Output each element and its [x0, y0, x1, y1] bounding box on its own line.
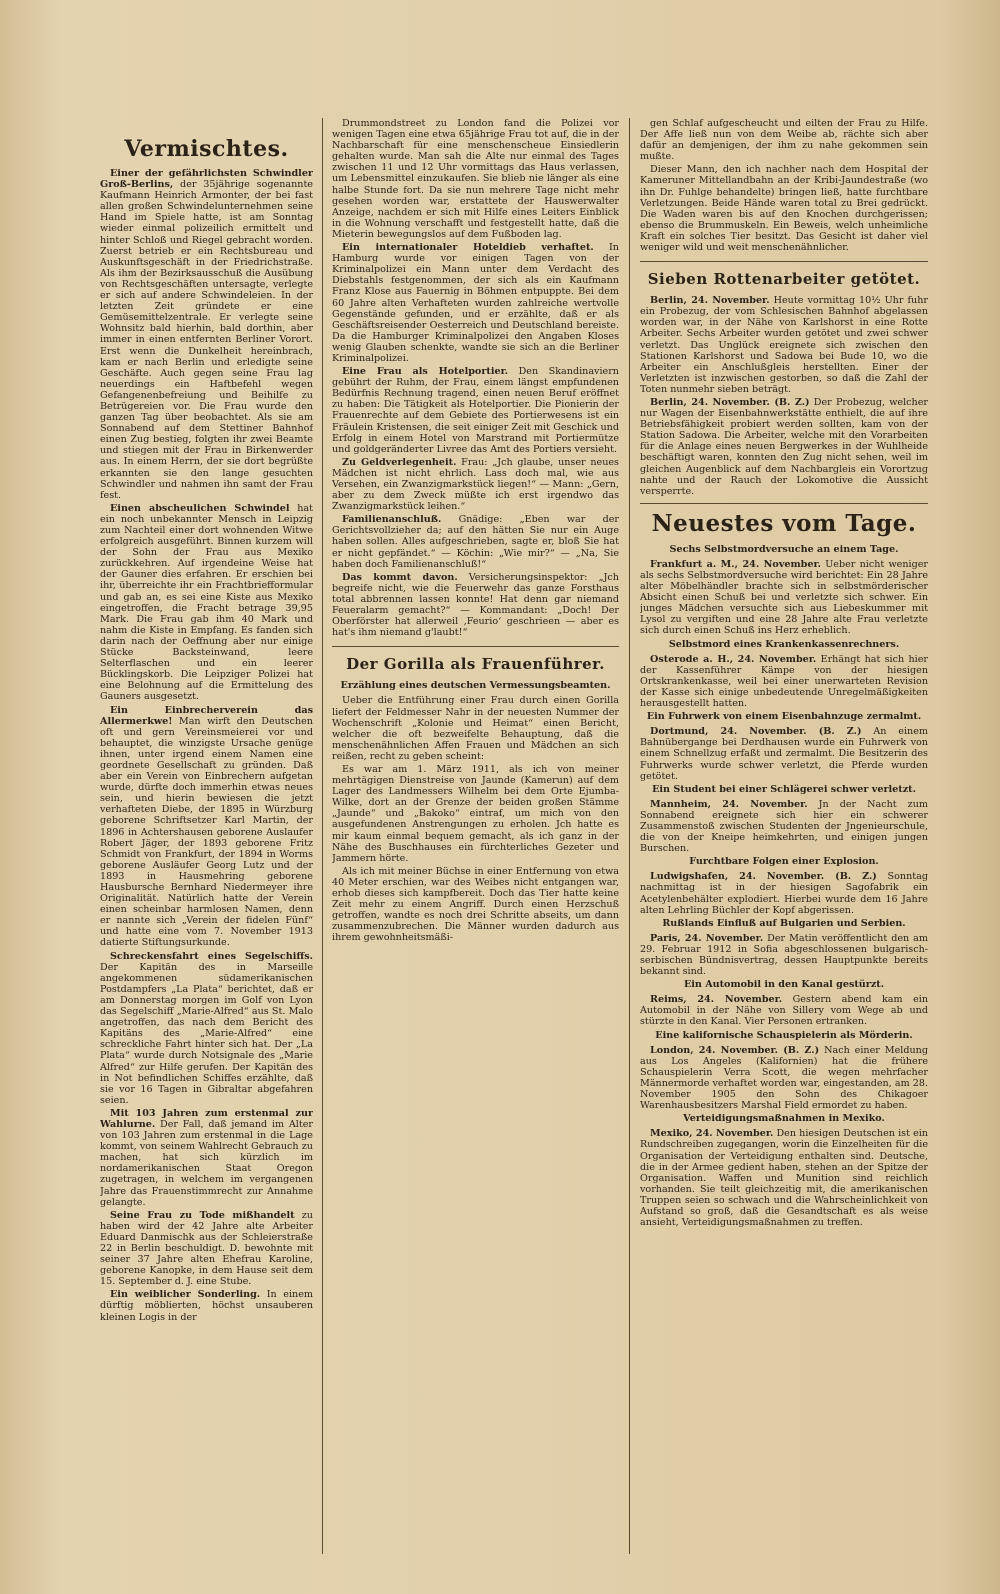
- subheadline: Eine kalifornische Schauspielerin als Mörderin.: [655, 1029, 913, 1041]
- article-paragraph: [100, 1108, 313, 1208]
- column-2: [332, 118, 619, 1564]
- article-paragraph: [332, 764, 619, 864]
- article-paragraph: [332, 118, 619, 240]
- article-body: Sonntag nachmittag ist in der hiesigen Sagofabrik ein Acetylenbehälter explodiert. Hierbei wurde dem 16 Jahre alten Lehrling Büchler der Kopf abgerissen.: [640, 871, 928, 916]
- article-paragraph: [332, 242, 619, 364]
- column-rule: [322, 118, 323, 1554]
- article-lead: Ein Einbrecherverein das Allermerkwe!: [100, 704, 313, 727]
- column-1: [100, 118, 313, 1564]
- subheadline: Rußlands Einfluß auf Bulgarien und Serbien.: [662, 917, 906, 929]
- headline-neuestes: Neuestes vom Tage.: [640, 503, 928, 538]
- article-lead: Ein weiblicher Sonderling.: [110, 1289, 261, 1301]
- article-paragraph: [640, 1128, 928, 1228]
- subheadline: Ein Automobil in den Kanal gestürzt.: [683, 979, 885, 991]
- subheadline: Ein Student bei einer Schlägerei schwer verletzt.: [652, 783, 916, 795]
- article-lead: Dortmund, 24. November. (B. Z.): [650, 726, 862, 738]
- article-paragraph: [640, 295, 928, 395]
- subheadline: Furchtbare Folgen einer Explosion.: [689, 856, 879, 868]
- article-paragraph: [100, 951, 313, 1106]
- article-paragraph: [640, 118, 928, 162]
- article-paragraph: [640, 933, 928, 977]
- article-body: Gestern abend kam ein Automobil in der Nähe von Sillery vom Wege ab und stürzte in den Kanal. Vier Personen ertranken.: [640, 994, 928, 1028]
- article-paragraph: [100, 503, 313, 703]
- article-lead: Berlin, 24. November.: [650, 295, 770, 307]
- column-rule: [629, 118, 630, 1554]
- article-paragraph: [640, 1045, 928, 1112]
- subheadline: Ein Fuhrwerk von einem Eisenbahnzuge zermalmt.: [646, 711, 922, 723]
- article-body: Es war am 1. März 1911, als ich von meiner mehrtägigen Dienstreise von Jaunde (Kamerun) auf dem Lager des Landmessers Wilhelm bei dem Orte Ejumba-Wilke, dort an der Grenze der beiden großen Stämme „Jaunde“ und „Bakoko“ eintraf, um mich von den ausgefundenen Anstrengungen zu erholen. Jch hatte es mir kaum einmal bequem gemacht, als ich ganz in der Nähe des Buschhauses ein fürchterliches Gezeter und Jammern hörte.: [332, 763, 619, 864]
- article-body: Als ich mit meiner Büchse in einer Entfernung von etwa 40 Meter erschien, war des Weibes nicht entgangen war, erhob dieses sich kampfbereit. Doch das Tier hatte keine Zeit mehr zu einem Angriff. Durch einen Herzschuß getroffen, wandte es noch drei Schritte abseits, um dann zusammenzubrechen. Die Männer wurden dadurch aus ihrem gewohnheitsmäßi-: [332, 865, 619, 944]
- article-body: der 35jährige sogenannte Kaufmann Heinrich Armonter, der bei fast allen großen Schwindelunternehmen seine Hand im Spiele hatte, ist am Sonntag wieder einmal polizeilich ermittelt und hinter Schloß und Riegel gebracht worden. Zuerst betrieb er ein Rechtsbureau und Auskunftsgeschäft in der Friedrichstraße. Als ihm der Bezirksausschuß die Ausübung von Rechtsgeschäften untersagte, verlegte er sich auf andere Schwindeleien. In der letzten Zeit gründete er eine Gemüsemittelzentrale. Er verlegte seine Wohnsitz bald hierhin, bald dorthin, aber immer in einen entfernten Berliner Vorort. Erst wenn die Dunkelheit hereinbrach, kam er nach Berlin und erledigte seine Geschäfte. Auch gegen seine Frau lag neuerdings ein Haftbefehl wegen Gefangenenbefreiung und Beihilfe zu Betrügereien vor. Die Frau wurde den ganzen Tag über beobachtet. Als sie am Sonnabend auf dem Stettiner Bahnhof einen Zug bestieg, folgten ihr zwei Beamte und stiegen mit der Frau in Birkenwerder aus. In einem Herrn, der sie dort begrüßte erkannten sie den lange gesuchten Schwindler und nahmen ihn samt der Frau fest.: [100, 179, 313, 501]
- article-paragraph: [100, 168, 313, 501]
- article-paragraph: [332, 866, 619, 944]
- article-body: Dieser Mann, den ich nachher nach dem Hospital der Kameruner Mittellandbahn an der Kribi-Jaundestraße (wo ihn Dr. Fuhlge behandelte) bringen ließ, hatte furchtbare Verletzungen. Beide Hände waren total zu Brei gedrückt. Die Waden waren bis auf den Knochen durchgerissen; ebenso die Brummuskeln. Ein Beweis, welch unheimliche Kraft ein solches Tier besitzt. Das Gesicht ist daher viel weniger wild und weit menschenähnlicher.: [640, 164, 928, 254]
- article-paragraph: [100, 1210, 313, 1288]
- article-paragraph: [640, 164, 928, 253]
- article-body: gen Schlaf aufgescheucht und eilten der Frau zu Hilfe. Der Affe ließ nun von dem Weibe ab, rächte sich aber dafür an demjenigen, der ihm zu nahe gekommen sein mußte.: [640, 118, 928, 163]
- article-body: Man wirft den Deutschen oft und gern Vereinsmeierei vor und behauptet, die winzigste Ursache genüge ihnen, unter irgend einem Namen eine geordnete Gesellschaft zu gründen. Daß aber ein Verein von Einbrechern aufgetan wurde, dürfte doch immerhin etwas neues sein, und hierin bewiesen die jetzt verhafteten Diebe, der 1895 in Würzburg geborene Schriftsetzer Karl Martin, der 1896 in Achtershausen geborene Auslaufer Robert Jäger, der 1893 geborene Fritz Schmidt von Frankfurt, der 1894 in Worms geborene Ausläufer Georg Lutz und der 1893 in Hausmehring geborene Hausbursche Bernhard Niedermeyer ihre Originalität. Natürlich hatte der Verein einen scheinbar harmlosen Namen, denn er nannte sich „Verein der fidelen Fünf“ und hatte eine vom 7. November 1913 datierte Stiftungsurkunde.: [100, 715, 313, 949]
- article-body: Gnädige: „Eben war der Gerichtsvollzieher da; auf den hätten Sie nur ein Auge haben sollen. Alles aufgeschrieben, sagte er, bloß Sie hat er nicht gepfändet.“ — Köchin: „Wie mir?“ — „Na, Sie haben doch Familienanschluß!“: [332, 514, 619, 570]
- article-body: Der Kapitän des in Marseille angekommenen südamerikanischen Postdampfers „La Plata“ berichtet, daß er am Donnerstag morgen im Golf von Lyon das Segelschiff „Marie-Alfred“ aus St. Malo angetroffen, das nach dem Bericht des Kapitäns des „Marie-Alfred“ eine schreckliche Fahrt hinter sich hat. Der „La Plata“ wurde durch Notsignale des „Marie Alfred“ zur Hilfe gerufen. Der Kapitän des in Not befindlichen Schiffes erzählte, daß sie vor 16 Tagen in Gibraltar abgefahren seien.: [100, 961, 313, 1106]
- subheadline: Selbstmord eines Krankenkassenrechners.: [668, 638, 900, 650]
- article-body: Ueber die Entführung einer Frau durch einen Gorilla liefert der Feldmesser Nahr in der neuesten Nummer der Wochenschrift „Kolonie und Heimat“ einen Bericht, welcher die oft bezweifelte Behauptung, daß die menschenähnlichen Affen Frauen und Mädchen an sich reißen, recht zu geben scheint:: [332, 695, 619, 762]
- article-lead: Ludwigshafen, 24. November. (B. Z.): [650, 871, 877, 883]
- article-paragraph: [640, 994, 928, 1027]
- article-paragraph: [100, 1289, 313, 1322]
- article-lead: Das kommt davon.: [342, 571, 458, 583]
- article-paragraph: [640, 559, 928, 637]
- article-body: Heute vormittag 10½ Uhr fuhr ein Probezug, der vom Schlesischen Bahnhof abgelassen worden war, in der Nähe von Karlshorst in eine Rotte Arbeiter. Sechs Arbeiter wurden getötet und zwei schwer verletzt. Das Unglück ereignete sich zwischen den Stationen Karlshorst und Sadowa bei Bude 10, wo die Arbeiter ein Anschlußgleis herstellten. Einer der Verletzten ist inzwischen gestorben, so daß die Zahl der Toten nunmehr sieben beträgt.: [640, 295, 928, 395]
- article-lead: Mannheim, 24. November.: [650, 798, 808, 810]
- article-body: Drummondstreet zu London fand die Polizei vor wenigen Tagen eine etwa 65jährige Frau tot auf, die in der Nachbarschaft für eine menschenscheue Einsiedlerin gehalten wurde. Man sah die Alte nur einmal des Tages zwischen 11 und 12 Uhr vormittags das Haus verlassen, um Lebensmittel einzukaufen. Sie blieb nie länger als eine halbe Stunde fort. Da sie nun mehrere Tage nicht mehr gesehen worden war, erstattete der Hauswerwalter Anzeige, nachdem er sich mit Hilfe eines Leiters Einblick in die Wohnung verschafft und festgestellt hatte, daß die Mieterin bewegungslos auf dem Fußboden lag.: [332, 118, 619, 240]
- headline-rottenarbeiter: Sieben Rottenarbeiter getötet.: [640, 261, 928, 289]
- article-body: Erhängt hat sich hier der Kassenführer Kämpe von der hiesigen Ortskrankenkasse, weil bei einer unerwarteten Revision der Kasse sich einige unbedeutende Unregelmäßigkeiten herausgestellt hatten.: [640, 653, 928, 710]
- article-paragraph: [640, 726, 928, 781]
- article-lead: Berlin, 24. November. (B. Z.): [650, 396, 810, 408]
- article-body: Der Matin veröffentlicht den am 29. Februar 1912 in Sofia abgeschlossenen bulgarisch-serbischen Bündnisvertrag, dessen Hauptpunkte bereits bekannt sind.: [640, 932, 928, 978]
- subheadline-selbstmord: Sechs Selbstmordversuche an einem Tage.: [669, 543, 899, 555]
- article-body: zu haben wird der 42 Jahre alte Arbeiter Eduard Danmischk aus der Schleierstraße 22 in Berlin beschuldigt. D. bewohnte mit seiner 37 Jahre alten Ehefrau Karoline, geborene Kanopke, in dem Hause seit dem 15. September d. J. eine Stube.: [100, 1209, 313, 1288]
- headline-gorilla: Der Gorilla als Frauenführer.: [332, 646, 619, 674]
- article-lead: Zu Geldverlegenheit.: [342, 456, 457, 468]
- article-lead: London, 24. November. (B. Z.): [650, 1044, 820, 1056]
- article-body: Jn der Nacht zum Sonnabend ereignete sich hier ein schwerer Zusammenstoß zwischen Studenten der Jngenieurschule, die von der Kneipe heimkehrten, und einigen jungen Burschen.: [640, 798, 928, 855]
- article-lead: Frankfurt a. M., 24. November.: [650, 558, 821, 570]
- article-body: In einem dürftig möblierten, höchst unsauberen kleinen Logis in der: [100, 1289, 313, 1323]
- article-body: Frau: „Jch glaube, unser neues Mädchen ist nicht ehrlich. Lass doch mal, wie aus Versehen, ein Zwanzigmarkstück liegen!“ — Mann: „Gern, aber zu dem Zweck müßte ich erst irgendwo das Zwanzigmarkstück leihen.“: [332, 456, 619, 513]
- article-body: Den hiesigen Deutschen ist ein Rundschreiben zugegangen, worin die Einzelheiten für die Organisation der Verteidigung enthalten sind. Deutsche, die in der Armee gedient haben, stehen an der Spitze der Organisation. Waffen und Munition sind reichlich vorhanden. Sie teilt gleichzeitig mit, die amerikanischen Truppen seien so schwach und die Wahrscheinlichkeit von Aufstand so groß, daß die Gesandtschaft es als weise ansieht, Verteidigungsmaßnahmen zu treffen.: [640, 1128, 928, 1229]
- article-lead: Ein internationaler Hoteldieb verhaftet.: [342, 242, 594, 254]
- article-paragraph: [332, 366, 619, 455]
- article-paragraph: [640, 654, 928, 709]
- article-body: Den Skandinaviern gebührt der Ruhm, der Frau, einem längst empfundenen Bedürfnis Rechnung tragend, einen neuen Beruf eröffnet zu haben: Die Tätigkeit als Hotelportier. Die Pionierin der Frauenrechte auf dem Gebiete des Portierwesens ist ein Fräulein Kristensen, die seit einiger Zeit mit Geschick und Erfolg in einem Hotel von Marstrand mit Portiermütze und goldgeränderter Livree das Amt des Portiers versieht.: [332, 366, 619, 455]
- article-paragraph: [332, 695, 619, 762]
- article-lead: Einen abscheulichen Schwindel: [110, 502, 290, 514]
- article-paragraph: [640, 871, 928, 915]
- article-lead: Osterode a. H., 24. November.: [650, 653, 817, 665]
- article-paragraph: [332, 457, 619, 512]
- article-body: Der Fall, daß jemand im Alter von 103 Jahren zum erstenmal in die Lage kommt, von seinem Wahlrecht Gebrauch zu machen, hat sich kürzlich im nordamerikanischen Staat Oregon zugetragen, in welchem im vergangenen Jahre das Frauenstimmrecht zur Annahme gelangte.: [100, 1118, 313, 1208]
- article-lead: Seine Frau zu Tode mißhandelt: [110, 1209, 295, 1221]
- article-lead: Schreckensfahrt eines Segelschiffs.: [110, 950, 313, 962]
- article-paragraph: [100, 705, 313, 949]
- article-lead: Paris, 24. November.: [650, 932, 764, 944]
- article-body: hat ein noch unbekannter Mensch in Leipzig zum Nachteil einer dort wohnenden Witwe erfolgreich ausgeführt. Binnen kurzem will der Sohn der Frau aus Mexiko zurückkehren. Auf irgendeine Weise hat der Gauner dies erfahren. Er erschien bei ihr, überreichte ihr ein Frachtbriefformular und gab an, es sei eine Kiste aus Mexiko eingetroffen, die Fracht betrage 39,95 Mark. Die Frau gab ihm 40 Mark und nahm die Kiste in Empfang. Es fanden sich darin nach der Oeffnung aber nur einige Stücke Backsteinwand, leere Selterflaschen und ein leerer Bücklingskorb. Die Leipziger Polizei hat eine Belohnung auf die Ermittelung des Gauners ausgesetzt.: [100, 502, 313, 703]
- article-paragraph: [640, 397, 928, 497]
- article-paragraph: [332, 572, 619, 639]
- article-body: Ueber nicht weniger als sechs Selbstmordversuche wird berichtet: Ein 28 Jahre alter Möbelhändler brachte sich in selbstmörderischer Absicht einen Schuß bei und verletzte sich schwer. Ein junges Mädchen versuchte sich aus Liebeskummer mit Lysol zu vergiften und eine 28 Jahre alte Frau verletzte sich durch einen Schuß ins Herz erheblich.: [640, 558, 928, 637]
- article-lead: Einer der gefährlichsten Schwindler Groß-Berlins,: [100, 168, 313, 191]
- article-body: In Hamburg wurde vor einigen Tagen von der Kriminalpolizei ein Mann unter dem Verdacht des Diebstahls festgenommen, der sich als ein Kaufmann Franz Klose aus Fauernig in Böhmen entpuppte. Bei dem 60 Jahre alten Verhafteten wurden zahlreiche wertvolle Gegenstände gefunden, und er erzählte, daß er als Geschäftsreisender Oesterreich und Deutschland bereiste. Da die Hamburger Kriminalpolizei den Angaben Kloses wenig Glauben schenkte, wandte sie sich an die Berliner Kriminalpolizei.: [332, 242, 619, 364]
- subheadline-gorilla: Erzählung eines deutschen Vermessungsbeamten.: [340, 680, 611, 692]
- column-3: [640, 118, 928, 1564]
- section-title-vermischtes: Vermischtes.: [124, 136, 289, 162]
- article-lead: Mexiko, 24. November.: [650, 1128, 774, 1140]
- article-body: An einem Bahnübergange bei Derdhausen wurde ein Fuhrwerk von einem Schnellzug erfaßt und zermalmt. Die Besitzerin des Fuhrwerks wurde schwer verletzt, die Pferde wurden getötet.: [640, 726, 928, 782]
- article-lead: Familienanschluß.: [342, 514, 442, 526]
- article-lead: Mit 103 Jahren zum erstenmal zur Wahlurne.: [100, 1107, 313, 1130]
- article-paragraph: [640, 799, 928, 854]
- article-paragraph: [332, 514, 619, 569]
- article-body: Versicherungsinspektor: „Jch begreife nicht, wie die Feuerwehr das ganze Forsthaus total abbrennen lassen konnte! Hat denn gar niemand Feueralarm gemacht?“ — Kommandant: „Doch! Der Oberförster hat allerweil ‚Feurio‘ geschrieen — aber es hat's ihm niemand g'laubt!“: [332, 571, 619, 639]
- article-lead: Eine Frau als Hotelportier.: [342, 366, 509, 378]
- article-body: Der Probezug, welcher nur Wagen der Eisenbahnwerkstätte enthielt, die auf ihre Betriebsfähigkeit probiert werden sollten, kam von der Station Sadowa. Die Arbeiter, welche mit den Vorarbeiten für die Anlage eines neuen Bergwerkes in der Wuhlheide beschäftigt waren, konnten den Zug nicht sehen, weil im gleichen Augenblick auf dem Nachbargleis ein Vorortzug nahte und der Rauch der Lokomotive die Aussicht versperrte.: [640, 396, 928, 497]
- subheadline: Verteidigungsmaßnahmen in Mexiko.: [683, 1113, 885, 1125]
- article-body: Nach einer Meldung aus Los Angeles (Kalifornien) hat die frühere Schauspielerin Verra Scott, die wegen mehrfacher Männermorde verhaftet worden war, eingestanden, am 28. November 1905 den Sohn des Chikagoer Warenhausbesitzers Marshal Field ermordet zu haben.: [640, 1044, 928, 1112]
- article-lead: Reims, 24. November.: [650, 994, 783, 1006]
